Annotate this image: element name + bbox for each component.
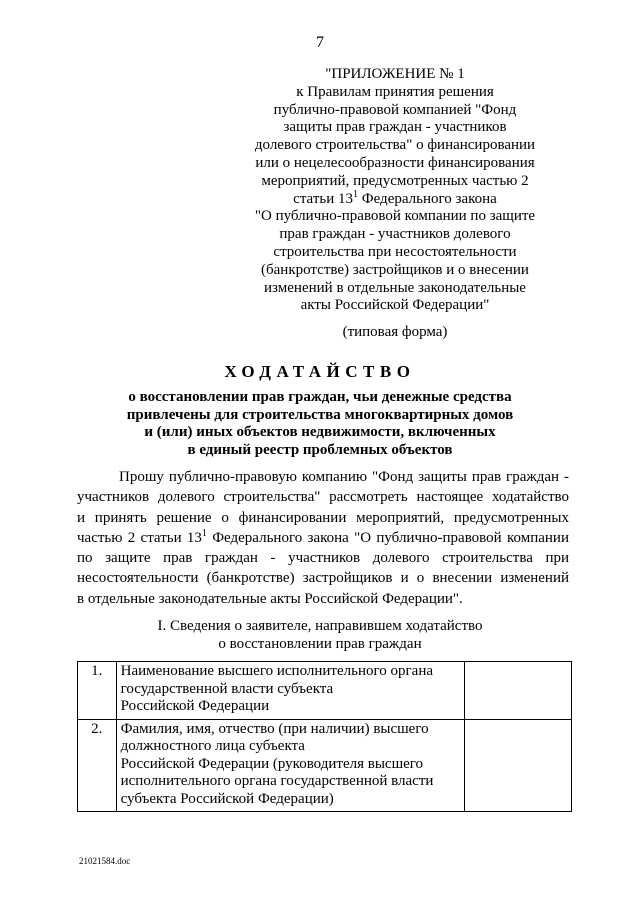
row-label-line: Фамилия, имя, отчество (при наличии) высшего [120, 720, 429, 737]
applicant-info-table [77, 661, 572, 812]
row-label-line: государственной власти субъекта [120, 680, 334, 697]
appendix-line: акты Российской Федерации" [300, 297, 490, 314]
section-heading [0, 617, 640, 653]
section-heading-line: о восстановлении прав граждан [218, 636, 422, 652]
row-value-cell[interactable] [465, 719, 572, 812]
appendix-line: (банкротстве) застройщиков и о внесении [261, 261, 529, 278]
file-name-footer: 21021584.doc [79, 856, 131, 866]
petition-article-superscript: 1 [201, 527, 207, 539]
section-heading-line: I. Сведения о заявителе, направившем ходатайство [157, 618, 483, 634]
form-type-label: (типовая форма) [342, 324, 448, 341]
table-row [78, 662, 572, 720]
row-label [116, 662, 464, 720]
row-label-line: Наименование высшего исполнительного органа [120, 663, 434, 679]
petition-line: участников долевого строительства" рассмотреть настоящее ходатайство [77, 489, 569, 506]
appendix-line: или о нецелесообразности финансирования [255, 154, 535, 171]
petition-line [77, 528, 569, 548]
row-number: 1. [78, 662, 117, 720]
row-number: 2. [78, 719, 117, 812]
appendix-line: защиты прав граждан - участников [283, 119, 507, 136]
appendix-line: строительства при несостоятельности [273, 243, 517, 260]
appendix-article: статьи 13 [293, 190, 353, 207]
appendix-law-text: Федерального закона [358, 190, 497, 207]
document-title: ХОДАТАЙСТВО [224, 362, 416, 381]
petition-article: частью 2 статьи 13 [77, 529, 202, 546]
subtitle-line: в единый реестр проблемных объектов [187, 441, 453, 458]
subtitle-line: и (или) иных объектов недвижимости, включенных [144, 424, 496, 440]
subtitle-line: привлечены для строительства многоквартирных домов [126, 406, 514, 423]
appendix-line: долевого строительства" о финансировании [254, 137, 536, 154]
appendix-article-superscript: 1 [353, 188, 358, 200]
row-label-line: Российской Федерации [120, 698, 270, 714]
appendix-line: публично-правовой компанией "Фонд [273, 101, 517, 118]
appendix-header [230, 66, 560, 342]
petition-line: и принять решение о финансировании мероприятий, предусмотренных [77, 509, 569, 526]
petition-paragraph [77, 467, 569, 609]
row-label-line: субъекта Российской Федерации) [120, 790, 334, 807]
appendix-line: мероприятий, предусмотренных частью 2 [261, 172, 529, 189]
row-value-cell[interactable] [465, 662, 572, 720]
row-label-line: Российской Федерации (руководителя высшего [120, 755, 424, 772]
appendix-line [230, 188, 560, 209]
petition-law-text: Федерального закона "О публично-правовой компании [206, 529, 569, 546]
petition-line: в отдельные законодательные акты Российской Федерации". [77, 590, 463, 607]
appendix-line: "О публично-правовой компании по защите [254, 208, 536, 225]
petition-line: по защите прав граждан - участников долевого строительства при [77, 550, 569, 567]
petition-line: несостоятельности (банкротстве) застройщиков и о внесении изменений [77, 570, 569, 587]
table-row [78, 719, 572, 812]
row-label [116, 719, 464, 812]
page-number: 7 [316, 34, 324, 51]
petition-line: Прошу публично-правовую компанию "Фонд защиты прав граждан - [119, 469, 569, 485]
row-label-line: должностного лица субъекта [120, 738, 305, 754]
subtitle-line: о восстановлении прав граждан, чьи денежные средства [128, 389, 512, 405]
appendix-line: "ПРИЛОЖЕНИЕ № 1 [325, 66, 465, 82]
document-subtitle [90, 389, 550, 459]
appendix-line: изменений в отдельные законодательные [264, 279, 526, 296]
appendix-line: к Правилам принятия решения [296, 83, 494, 100]
appendix-line: прав граждан - участников долевого [279, 226, 511, 243]
row-label-line: исполнительного органа государственной власти [120, 773, 434, 789]
